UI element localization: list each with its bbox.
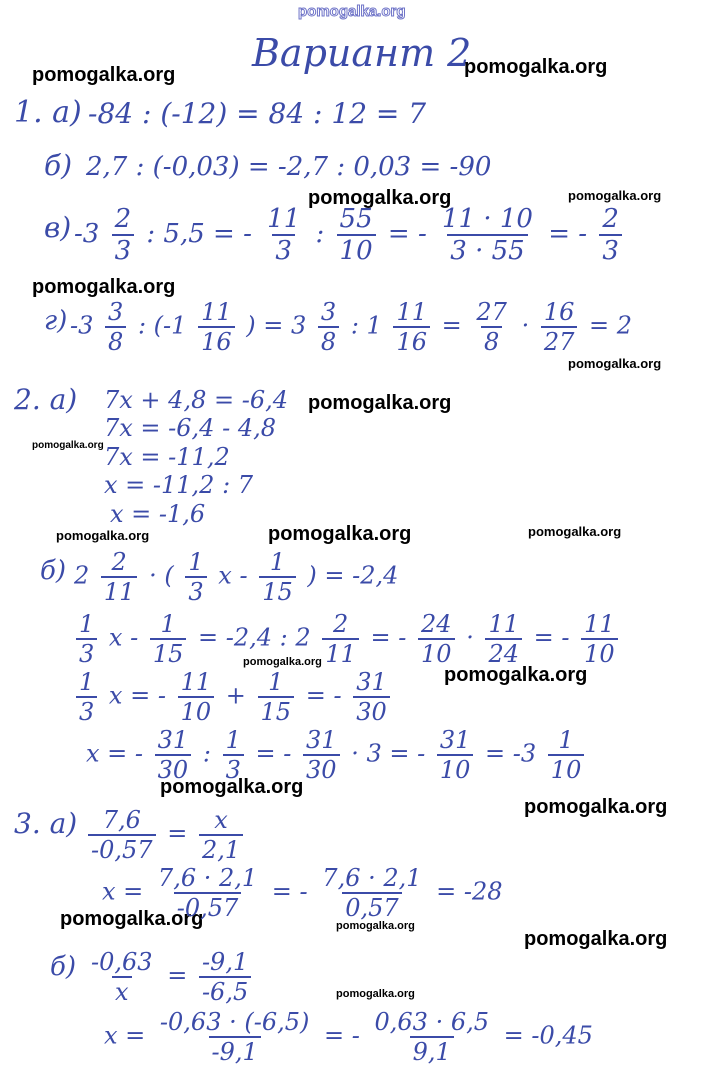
text-part: · 3 = -	[351, 739, 426, 768]
fraction	[319, 866, 424, 920]
denominator: 2,1	[199, 834, 243, 862]
text-part: = -28	[436, 877, 503, 906]
numerator: 1	[269, 548, 286, 576]
denominator: 11	[322, 638, 359, 666]
numerator: -0,63 · (-6,5)	[159, 1008, 310, 1036]
task-3a-label: 3. а)	[14, 807, 78, 840]
task-1g-label: г)	[44, 306, 68, 336]
watermark: pomogalka.org	[56, 528, 150, 543]
text-part: x -	[218, 561, 248, 590]
task-3a-line-1	[84, 808, 247, 862]
denominator: 3	[76, 638, 97, 666]
watermark: pomogalka.org	[524, 796, 668, 818]
task-2a-line-3: 7x = -11,2	[104, 443, 230, 471]
fraction	[198, 300, 235, 354]
text-part: = -3	[485, 739, 537, 768]
text-part: : 1	[350, 311, 382, 340]
numerator: 2	[111, 548, 127, 576]
watermark: pomogalka.org	[336, 988, 415, 1000]
watermark: pomogalka.org	[528, 524, 622, 539]
task-2b-line-3	[72, 670, 394, 724]
watermark: pomogalka.org	[444, 664, 588, 686]
watermark: pomogalka.org	[160, 776, 304, 798]
text-part: =	[441, 311, 462, 340]
task-2b-line-1	[74, 550, 398, 604]
denominator: 9,1	[410, 1036, 454, 1064]
watermark: pomogalka.org	[336, 920, 415, 932]
fraction	[178, 670, 215, 724]
denominator: 16	[393, 326, 430, 354]
text-part: = -	[324, 1021, 360, 1050]
denominator: 10	[178, 696, 215, 724]
fraction	[372, 1010, 493, 1064]
fraction	[157, 1010, 312, 1064]
numerator: 3	[108, 298, 124, 326]
text-part: -3	[70, 311, 94, 340]
text-part: x = -	[108, 681, 166, 710]
numerator: 11	[180, 668, 212, 696]
denominator: 3	[185, 576, 206, 604]
denominator: -0,57	[174, 892, 242, 920]
numerator: 3	[320, 298, 337, 326]
numerator: 11 · 10	[442, 204, 533, 234]
fraction	[318, 300, 339, 354]
fraction	[322, 612, 359, 666]
numerator: 31	[306, 726, 337, 754]
fraction	[88, 808, 156, 862]
fraction	[599, 206, 622, 264]
numerator: 2	[332, 610, 349, 638]
task-2a-line-5: x = -1,6	[110, 500, 206, 528]
fraction	[223, 728, 244, 782]
numerator: 24	[421, 610, 452, 638]
watermark: pomogalka.org	[308, 392, 452, 414]
text-part: : (-1	[137, 311, 187, 340]
denominator: 30	[155, 754, 192, 782]
fraction	[581, 612, 618, 666]
fraction	[155, 728, 192, 782]
numerator: 7,6	[102, 806, 141, 834]
denominator: 15	[150, 638, 187, 666]
task-3b-label: б)	[50, 952, 77, 982]
text-part: = -	[255, 739, 292, 768]
numerator: 31	[439, 726, 471, 754]
numerator: 11	[396, 298, 427, 326]
text-part: = -0,45	[503, 1021, 593, 1050]
text-part: ) = 3	[246, 311, 307, 340]
watermark: pomogalka.org	[524, 928, 668, 950]
text-part: -3	[74, 219, 100, 249]
watermark: pomogalka.org	[568, 356, 662, 371]
text-part: ·	[521, 311, 530, 340]
task-2a-line-1: 7x + 4,8 = -6,4	[104, 386, 288, 414]
denominator: -6,5	[199, 976, 251, 1004]
denominator: 8	[481, 326, 502, 354]
fraction	[485, 612, 522, 666]
fraction	[150, 612, 187, 666]
watermark: pomogalka.org	[464, 56, 608, 78]
denominator: -0,57	[88, 834, 156, 862]
numerator: 1	[79, 610, 95, 638]
text-part: =	[167, 961, 188, 990]
numerator: 0,63 · 6,5	[374, 1008, 489, 1036]
denominator: 15	[258, 696, 295, 724]
fraction	[337, 206, 376, 264]
denominator: 8	[318, 326, 339, 354]
denominator: 3	[599, 234, 622, 264]
watermark: pomogalka.org	[268, 523, 412, 545]
task-2a-label: 2. а)	[14, 383, 78, 416]
task-1a-label: 1. а)	[14, 95, 82, 130]
fraction	[258, 670, 295, 724]
watermark: pomogalka.org	[243, 656, 322, 668]
denominator: 3	[112, 234, 135, 264]
watermark: pomogalka.org	[568, 188, 662, 203]
numerator: 1	[225, 726, 241, 754]
numerator: 1	[558, 726, 574, 754]
watermark: pomogalka.org	[308, 187, 452, 209]
numerator: 2	[114, 204, 132, 234]
task-1v-label: в)	[44, 211, 72, 244]
fraction	[199, 808, 243, 862]
numerator: 11	[201, 298, 232, 326]
fraction	[541, 300, 578, 354]
fraction	[264, 206, 303, 264]
fraction	[76, 612, 97, 666]
numerator: -0,63	[91, 948, 153, 976]
task-1b-label: б)	[44, 149, 73, 182]
fraction	[185, 550, 206, 604]
text-part: = -	[271, 877, 308, 906]
task-2a-line-2: 7x = -6,4 - 4,8	[104, 414, 276, 442]
task-1g-expression	[70, 300, 632, 354]
denominator: 10	[418, 638, 455, 666]
text-part: 2	[74, 561, 90, 590]
text-part: = -	[370, 623, 407, 652]
numerator: 27	[476, 298, 507, 326]
page-title: Вариант 2	[252, 31, 472, 75]
denominator: 10	[337, 234, 376, 264]
numerator: x	[214, 806, 228, 834]
fraction	[393, 300, 430, 354]
numerator: 7,6 · 2,1	[157, 864, 258, 892]
fraction	[353, 670, 390, 724]
denominator: 0,57	[342, 892, 401, 920]
text-part: = -2,4 : 2	[198, 623, 311, 652]
task-3b-line-2	[104, 1010, 593, 1064]
fraction	[437, 728, 474, 782]
denominator: 3	[272, 234, 295, 264]
denominator: x	[112, 976, 132, 1004]
text-part: ) = -2,4	[307, 561, 399, 590]
text-part: x =	[104, 1021, 146, 1050]
denominator: 30	[353, 696, 390, 724]
text-part: = -	[548, 219, 588, 249]
denominator: 15	[259, 576, 296, 604]
text-part: = -	[387, 219, 427, 249]
fraction	[473, 300, 510, 354]
task-3b-line-1	[84, 950, 255, 1004]
text-part: = 2	[589, 311, 633, 340]
numerator: 7,6 · 2,1	[322, 864, 422, 892]
text-part: ·	[466, 623, 474, 652]
text-part: x = -	[86, 739, 144, 768]
denominator: 3	[76, 696, 97, 724]
denominator: -9,1	[209, 1036, 261, 1064]
denominator: 10	[548, 754, 585, 782]
watermark: pomogalka.org	[60, 908, 204, 930]
task-3a-line-2	[102, 866, 503, 920]
text-part: · (	[149, 561, 174, 590]
fraction	[101, 550, 138, 604]
fraction	[439, 206, 536, 264]
text-part: +	[225, 681, 246, 710]
numerator: 1	[160, 610, 176, 638]
task-2b-line-2	[72, 612, 622, 666]
denominator: 27	[541, 326, 578, 354]
task-2a-line-4: x = -11,2 : 7	[104, 471, 254, 499]
task-1a-expression: -84 : (-12) = 84 : 12 = 7	[88, 97, 427, 130]
numerator: -9,1	[201, 948, 249, 976]
numerator: 1	[268, 668, 284, 696]
numerator: 55	[339, 204, 373, 234]
text-part: : 5,5 = -	[146, 219, 252, 249]
fraction	[105, 300, 126, 354]
text-part: =	[167, 819, 188, 848]
numerator: 11	[584, 610, 615, 638]
task-1b-expression: 2,7 : (-0,03) = -2,7 : 0,03 = -90	[86, 152, 492, 182]
text-part: = -	[533, 623, 570, 652]
text-part: :	[315, 219, 325, 249]
numerator: 16	[543, 298, 575, 326]
denominator: 24	[485, 638, 522, 666]
fraction	[155, 866, 260, 920]
task-2b-line-4	[86, 728, 588, 782]
text-part: x -	[108, 623, 139, 652]
task-2b-label: б)	[40, 556, 67, 586]
header-site-watermark: pomogalka.org	[298, 3, 406, 20]
numerator: 2	[602, 204, 619, 234]
denominator: 3	[223, 754, 244, 782]
fraction	[418, 612, 455, 666]
fraction	[548, 728, 585, 782]
watermark: pomogalka.org	[32, 64, 176, 86]
denominator: 10	[581, 638, 618, 666]
text-part: :	[202, 739, 211, 768]
numerator: 1	[188, 548, 204, 576]
denominator: 8	[105, 326, 126, 354]
fraction	[303, 728, 340, 782]
task-1v-expression	[74, 206, 626, 264]
fraction	[88, 950, 156, 1004]
denominator: 3 · 55	[447, 234, 527, 264]
text-part: x =	[102, 877, 144, 906]
fraction	[76, 670, 97, 724]
denominator: 30	[303, 754, 340, 782]
denominator: 16	[198, 326, 235, 354]
fraction	[112, 206, 135, 264]
watermark: pomogalka.org	[32, 276, 176, 298]
denominator: 11	[101, 576, 138, 604]
denominator: 10	[437, 754, 474, 782]
text-part: = -	[305, 681, 342, 710]
fraction	[259, 550, 296, 604]
numerator: 11	[488, 610, 520, 638]
numerator: 11	[267, 204, 301, 234]
numerator: 31	[157, 726, 189, 754]
numerator: 31	[356, 668, 387, 696]
watermark: pomogalka.org	[32, 440, 104, 451]
fraction	[199, 950, 251, 1004]
numerator: 1	[79, 668, 95, 696]
